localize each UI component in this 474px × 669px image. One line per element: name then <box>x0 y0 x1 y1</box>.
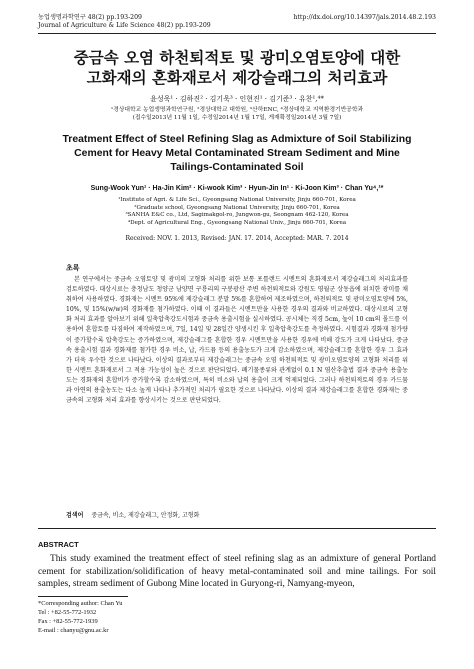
abstract-ko-body: 본 연구에서는 중금속 오염토양 및 광미의 고형화 처리를 위한 보통 포틀랜드 시멘트의 혼화재로서 제강슬래그의 처리효과를 검토하였다. 대상시료는 충청남도 청양군 남양면 구룡리의 구봉광산 주변 하천퇴적토와 강원도 영월군 상동읍에 위치한 광미를 채취하여 사용하였다. 경화재는 시멘트 95%에 제강슬래그 분말 5%를 혼합하여 제조하였으며, 하천퇴적토 및 광미오염토양에 5%, 10%, 및 15%(w/w)의 경화재를 첨가하였다. 이때 이 결과들은 시멘트만을 사용한 경우의 결과와 비교하였다. 대상시료의 고형화 처리 효과를 알아보기 위해 일축압축강도시험과 중금속 용출시험을 실시하였다. 공시체는 직경 5cm, 높이 10 cm의 몰드를 이용하여 혼합토를 다짐하여 제작하였으며, 7일, 14일 및 28일간 양생시킨 후 일축압축강도를 측정하였다. 시험결과 경화재 첨가량이 증가할수록 압축강도는 증가하였으며, 제강슬래그를 혼합한 경우 시멘트만을 사용한 경우에 비해 강도가 크게 나타났다. 중금속 용출시험 결과 경화재를 첨가한 경우 비소, 납, 카드뮴 등의 용출농도가 크게 감소하였으며, 제강슬래그를 혼합한 경우 그 효과가 더욱 우수한 것으로 나타났다. 이상의 결과로부터 제강슬래그는 중금속 오염 하천퇴적토 및 광미오염토양의 고형화 처리를 위한 시멘트 혼화재로서 그 적용 가능성이 높은 것으로 판단되었다. 폐기물종류와 관계없이 0.1 N 염산추출법 결과 중금속 용출농도는 경화재의 혼합비가 증가할수록 감소하였으며, 특히 비소와 납의 용출이 크게 억제되었다. 그러나 하천퇴적토의 경우 카드뮴과 아연의 용출농도는 다소 높게 나타나 추가적인 처리가 필요한 것으로 나타났다. 이상의 결과 제강슬래그를 혼합한 경화재는 중금속의 고형화 처리 효과를 향상시키는 것으로 판단되었다. <box>66 276 408 405</box>
abstract-en-heading: ABSTRACT <box>38 540 79 549</box>
affiliations-en <box>60 197 414 227</box>
received-dates: Received: NOV. 1. 2013, Revised: JAN. 17. 2014, Accepted: MAR. 7. 2014 <box>125 235 349 242</box>
title-ko-line: 고화재의 혼화재로서 제강슬래그의 처리효과 <box>86 69 388 87</box>
author-fax: Fax : +82-55-772-1939 <box>38 618 98 625</box>
dates-ko: (접수일2013년 11월 1일, 수정일2014년 1월 17일, 게재확정일2014년 3월 7일) <box>132 115 342 121</box>
doi-link[interactable]: http://dx.doi.org/10.14397/jals.2014.48.2.193 <box>293 14 436 21</box>
abstract-en-body: This study examined the treatment effect of steel refining slag as an admixture of general Portland cement for stabilization/solidification of heavy metal-contaminated soil and mine tailings. For soil samples, stream sediment of Gubong Mine located in Guryong-ri, Namyang-myeon, <box>38 554 436 590</box>
journal-citation-en: Journal of Agriculture & Life Science 48(2) pp.193-209 <box>38 22 211 29</box>
title-en <box>30 133 444 175</box>
abstract-ko-heading: 초록 <box>66 264 80 272</box>
footnote <box>38 599 122 635</box>
journal-citation-ko: 농업생명과학연구 48(2) pp.193-209 <box>38 14 142 21</box>
affiliation-line: ²Graduate school, Gyeongsang National University, Jinju 660-701, Korea <box>134 204 340 211</box>
keywords-ko <box>66 510 408 519</box>
author-email[interactable]: E-mail : chanyu@gnu.ac.kr <box>38 627 109 634</box>
running-header <box>38 14 436 30</box>
author-tel: Tel : +82-55-772-1932 <box>38 609 97 616</box>
affiliation-line: ³SANHA E&C co., Ltd, Sagimakgol-ro, Jungwon-gu, Seongnam 462-120, Korea <box>125 212 349 219</box>
title-en-line: Treatment Effect of Steel Refining Slag as Admixture of Soil Stabilizing <box>62 134 412 145</box>
title-en-line: Cement for Heavy Metal Contaminated Stream Sediment and Mine <box>74 148 400 159</box>
affiliation-line: ¹경상대학교 농업생명과학연구원, ²경상대학교 대학원, ³산하ENC, ⁴경상대학교 지역환경기반공학과 <box>110 107 364 113</box>
affiliation-line: ⁴Dept. of Agricultural Eng., Gyeongsang National Univ., Jinju 660-701, Korea <box>127 219 347 226</box>
header-rule <box>38 33 436 34</box>
affiliation-line: ¹Institute of Agri. & Life Sci., Gyeongsang National University, Jinju 660-701, Korea <box>118 197 356 203</box>
corresponding-author: *Corresponding author: Chan Yu <box>38 600 123 607</box>
affiliations-ko <box>20 106 454 122</box>
title-en-line: Tailings-Contaminated Soil <box>170 162 304 173</box>
authors-en: Sung-Wook Yun¹ · Ha-Jin Kim² · Ki-wook Kim³ · Hyun-Jin In¹ · Ki-Joon Kim³ · Chan Yu⁴,¹* <box>90 185 384 192</box>
keywords-heading: 검색어 <box>66 512 84 519</box>
authors-ko: 윤성욱¹ · 김하진² · 김기욱³ · 인현진¹ · 김기준³ · 유찬¹,⁴* <box>150 95 324 103</box>
section-rule <box>38 528 436 529</box>
keywords-list: 중금속, 비소, 제강슬래그, 안정화, 고형화 <box>91 512 200 519</box>
title-ko-line: 중금속 오염 하천퇴적토 및 광미오염토양에 대한 <box>73 49 401 67</box>
footnote-rule <box>38 596 128 597</box>
title-ko <box>20 48 454 88</box>
